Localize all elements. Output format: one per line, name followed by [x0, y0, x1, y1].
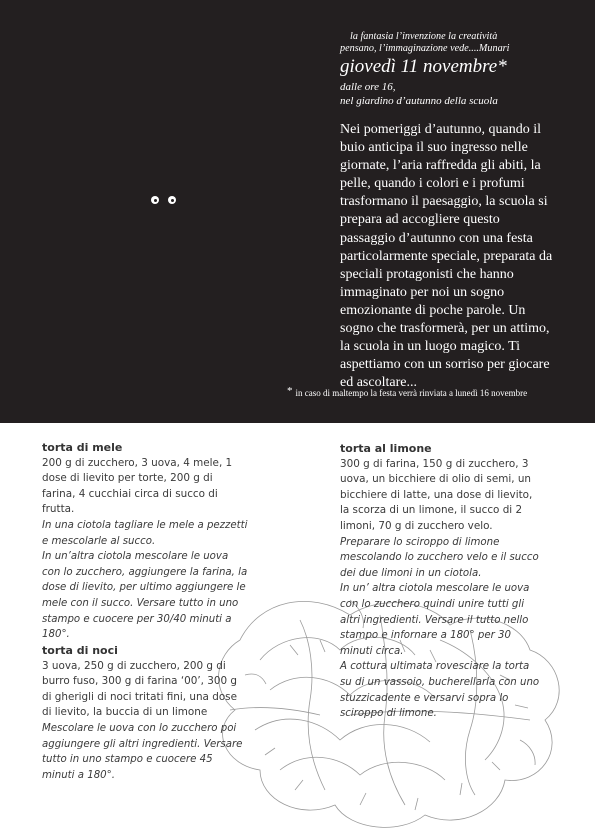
- event-time-place: [340, 80, 498, 108]
- recipe-title: torta al limone: [340, 442, 432, 455]
- event-place: nel giardino d’autunno della scuola: [340, 95, 498, 107]
- recipe-step: In un’altra ciotola mescolare le uova con lo zucchero, aggiungere la farina, la dose di lievito, per ultimo aggiungere le mele con il succo. Versare tutto in uno stampo e cuocere per 30/40 minuti a 180°.: [42, 551, 248, 641]
- recipe-ingredients: 200 g di zucchero, 3 uova, 4 mele, 1 dose di lievito per torte, 200 g di farina, 4 cucchiai circa di succo di frutta.: [42, 456, 233, 516]
- recipe-torta-di-mele: [42, 440, 248, 643]
- recipe-torta-di-noci: [42, 643, 247, 783]
- footnote-mark: *: [287, 385, 293, 397]
- recipe-title: torta di noci: [42, 644, 118, 657]
- recipe-ingredients: 3 uova, 250 g di zucchero, 200 g di burro fuso, 300 g di farina ‘00’, 300 g di gherigli di noci tritati fini, una dose di lievito, la buccia di un limone: [42, 659, 238, 719]
- quote-line: pensano, l’immaginazione vede....Munari: [340, 42, 510, 54]
- footnote-text: in caso di maltempo la festa verrà rinviata a lunedì 16 novembre: [295, 388, 528, 398]
- munari-quote: [340, 31, 580, 54]
- right-eye-icon: [168, 196, 176, 204]
- recipe-torta-al-limone: [340, 441, 540, 722]
- event-date: giovedì 11 novembre*: [340, 56, 507, 77]
- recipe-step: In un’ altra ciotola mescolare le uova con lo zucchero quindi unire tutti gli altri ingredienti. Versare il tutto nello stampo e infornare a 180° per 30 minuti circa.: [340, 583, 530, 657]
- event-description: Nei pomeriggi d’autunno, quando il buio anticipa il suo ingresso nelle giornate, l’aria raffredda gli abiti, la pelle, quando i colori e i profumi trasformano il paesaggio, la scuola si prepara ad accogliere questo passaggio d’autunno con una festa particolarmente speciale, preparata da speciali protagonisti che hanno immaginato per noi un sogno emozionante di poche parole. Un sogno che trasformerà, per un attimo, la scuola in un luogo magico. Ti aspettiamo con un sorriso per giocare ed ascoltare...: [340, 122, 553, 391]
- quote-line: la fantasia l’invenzione la creatività: [350, 31, 498, 42]
- recipe-step: In una ciotola tagliare le mele a pezzetti e mescolarle al succo.: [42, 519, 248, 547]
- recipe-step: Mescolare le uova con lo zucchero poi aggiungere gli altri ingredienti. Versare tutto in uno stampo e cuocere 45 minuti a 180°.: [42, 722, 243, 781]
- recipe-step: Preparare lo sciroppo di limone mescolando lo zucchero velo e il succo dei due limoni in un ciotola.: [340, 536, 539, 579]
- event-time: dalle ore 16,: [340, 81, 396, 93]
- weather-note: [287, 386, 527, 399]
- recipe-step: A cottura ultimata rovesciare la torta su di un vassoio, bucherellarla con uno stuzzicadente e versarvi sopra lo sciroppo di limone.: [340, 661, 540, 720]
- recipe-ingredients: 300 g di farina, 150 g di zucchero, 3 uova, un bicchiere di olio di semi, un bicchiere di latte, una dose di lievito, la scorza di un limone, il succo di 2 limoni, 70 g di zucchero velo.: [340, 457, 533, 532]
- recipe-title: torta di mele: [42, 441, 123, 454]
- left-eye-icon: [151, 196, 159, 204]
